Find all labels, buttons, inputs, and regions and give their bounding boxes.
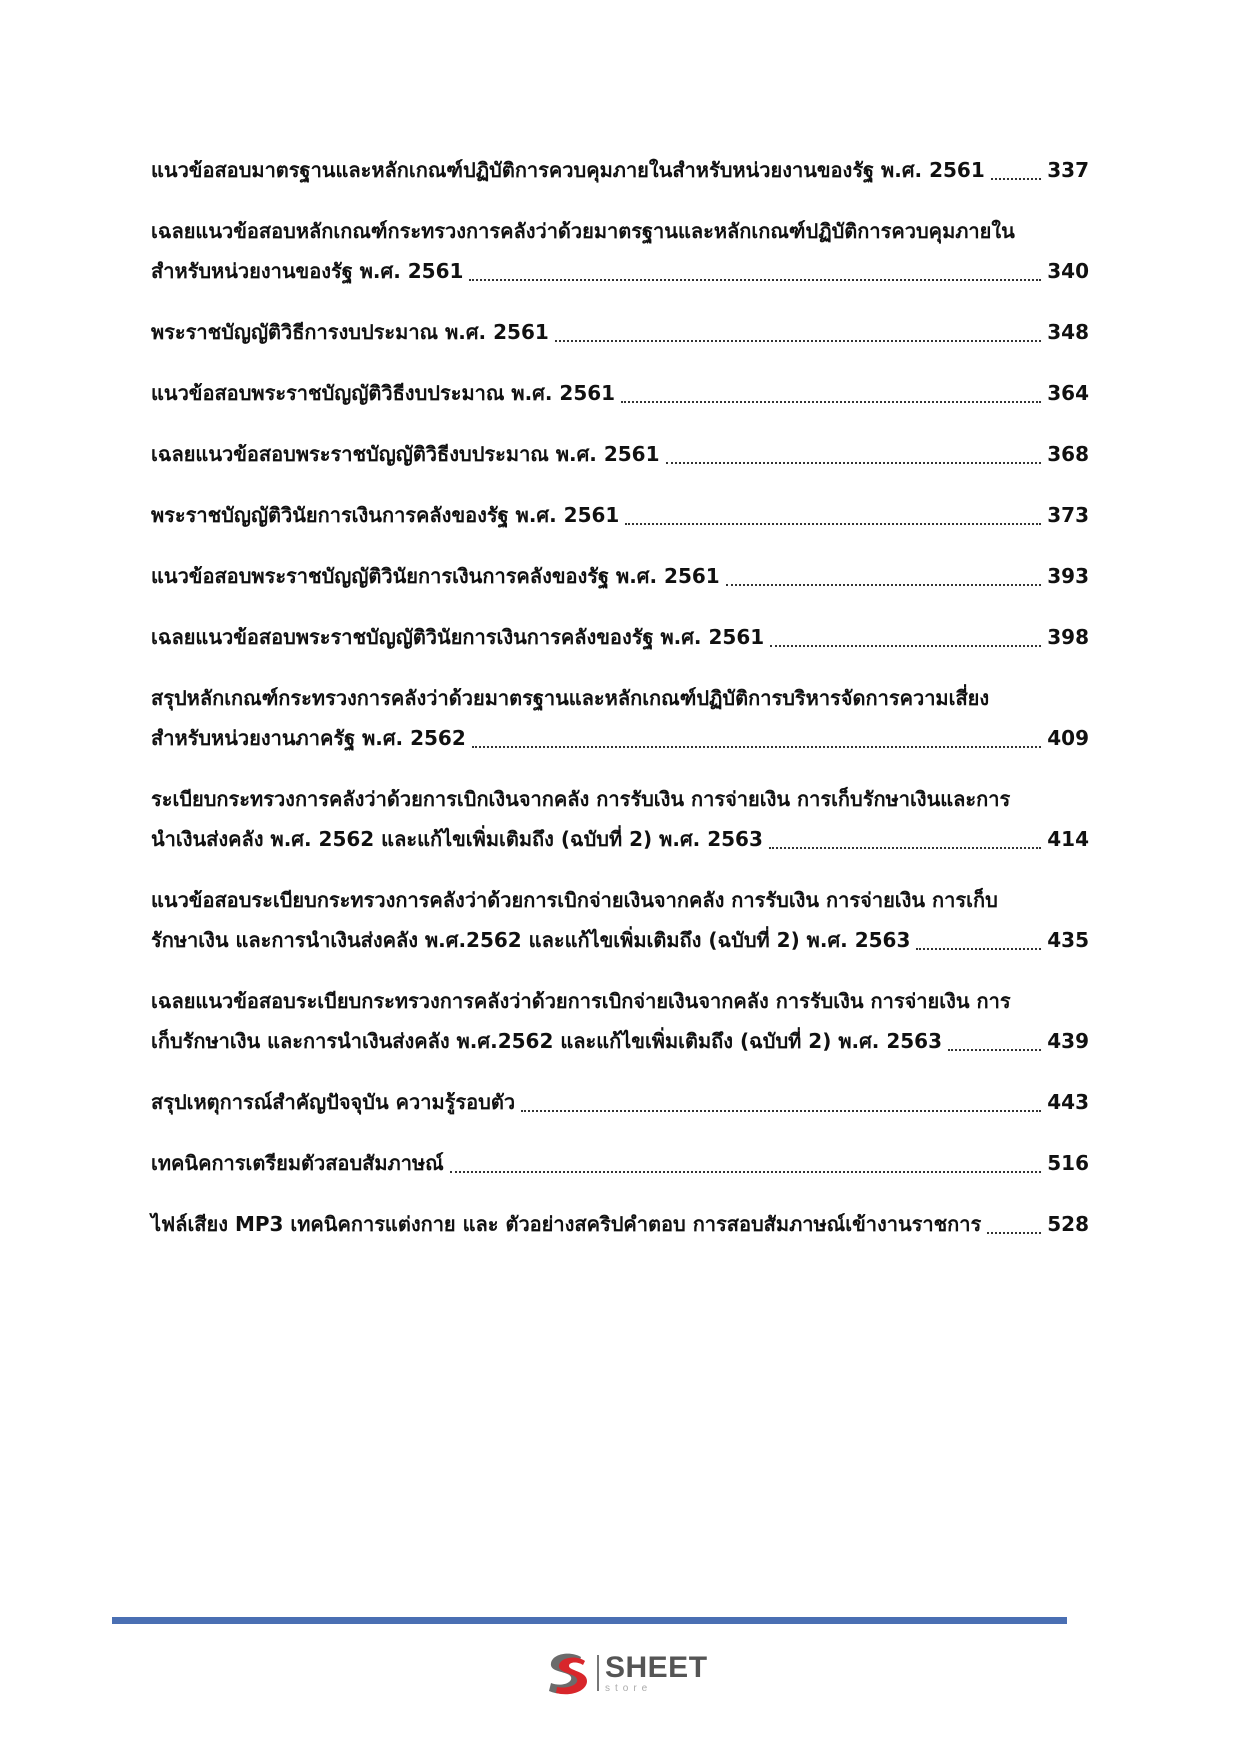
dot-leader — [991, 178, 1041, 180]
toc-entry-row — [151, 373, 1089, 413]
toc-page-number: 528 — [1047, 1212, 1089, 1236]
toc-entry-title-line: นำเงินส่งคลัง พ.ศ. 2562 และแก้ไขเพิ่มเติมถึง (ฉบับที่ 2) พ.ศ. 2563 — [151, 827, 763, 851]
toc-page-number: 398 — [1047, 625, 1089, 649]
toc-page-number: 364 — [1047, 381, 1089, 405]
toc-entry-row — [151, 718, 1089, 758]
dot-leader — [770, 645, 1041, 647]
toc-entry-title-line: เฉลยแนวข้อสอบพระราชบัญญัติวิธีงบประมาณ พ.ศ. 2561 — [151, 442, 660, 466]
toc-entry-title-line: แนวข้อสอบระเบียบกระทรวงการคลังว่าด้วยการเบิกจ่ายเงินจากคลัง การรับเงิน การจ่ายเงิน การเก็บ — [151, 888, 998, 912]
toc-page-number: 516 — [1047, 1151, 1089, 1175]
toc-entry-row — [151, 1143, 1089, 1183]
toc-entry-row — [151, 150, 1089, 190]
toc-page-number: 443 — [1047, 1090, 1089, 1114]
toc-entry-title-line: สรุปเหตุการณ์สำคัญปัจจุบัน ความรู้รอบตัว — [151, 1090, 516, 1114]
dot-leader — [555, 340, 1041, 342]
toc-entry — [151, 1204, 1089, 1244]
toc-entry — [151, 1143, 1089, 1183]
dot-leader — [987, 1232, 1041, 1234]
dot-leader — [916, 948, 1041, 950]
toc-page-number: 348 — [1047, 320, 1089, 344]
logo-word: SHEET — [605, 1650, 708, 1684]
toc-entry-row — [151, 920, 1089, 960]
dot-leader — [666, 462, 1042, 464]
logo-wordmark — [605, 1650, 708, 1694]
toc-entry-title-line: ไฟล์เสียง MP3 เทคนิคการแต่งกาย และ ตัวอย่างสคริปคำตอบ การสอบสัมภาษณ์เข้างานราชการ — [151, 1212, 982, 1236]
toc-entry-title-line: แนวข้อสอบพระราชบัญญัติวิธีงบประมาณ พ.ศ. 2561 — [151, 381, 616, 405]
toc-entry-row — [151, 1082, 1089, 1122]
toc-entry — [151, 1082, 1089, 1122]
toc-entry-title-line: เฉลยแนวข้อสอบระเบียบกระทรวงการคลังว่าด้วยการเบิกจ่ายเงินจากคลัง การรับเงิน การจ่ายเงิน การ — [151, 989, 1011, 1013]
toc-entry-row — [151, 434, 1089, 474]
dot-leader — [769, 847, 1041, 849]
toc-entry-row — [151, 251, 1089, 291]
toc-entry — [151, 678, 1089, 758]
toc-entry — [151, 779, 1089, 859]
toc-entry-title-line: เทคนิคการเตรียมตัวสอบสัมภาษณ์ — [151, 1151, 444, 1175]
toc-entry — [151, 373, 1089, 413]
toc-page-number: 435 — [1047, 928, 1089, 952]
sheet-store-s-icon — [541, 1647, 593, 1699]
toc-entry-title-line: เฉลยแนวข้อสอบพระราชบัญญัติวินัยการเงินการคลังของรัฐ พ.ศ. 2561 — [151, 625, 765, 649]
toc-page-number: 414 — [1047, 827, 1089, 851]
toc-entry-row — [151, 495, 1089, 535]
toc-entry — [151, 312, 1089, 352]
toc-page-number: 439 — [1047, 1029, 1089, 1053]
toc-page-number: 337 — [1047, 158, 1089, 182]
logo-separator — [597, 1655, 599, 1691]
toc-entry-row — [151, 312, 1089, 352]
toc-entry-title-line: สำหรับหน่วยงานของรัฐ พ.ศ. 2561 — [151, 259, 464, 283]
toc-entry-title-line: พระราชบัญญัติวินัยการเงินการคลังของรัฐ พ.ศ. 2561 — [151, 503, 620, 527]
toc-page-number: 373 — [1047, 503, 1089, 527]
dot-leader — [472, 746, 1041, 748]
toc-entry-title-line: ระเบียบกระทรวงการคลังว่าด้วยการเบิกเงินจากคลัง การรับเงิน การจ่ายเงิน การเก็บรักษาเงินและการ — [151, 787, 1011, 811]
toc-entry — [151, 434, 1089, 474]
toc-page-number: 340 — [1047, 259, 1089, 283]
dot-leader — [521, 1110, 1041, 1112]
toc-entry-title-line: รักษาเงิน และการนำเงินส่งคลัง พ.ศ.2562 และแก้ไขเพิ่มเติมถึง (ฉบับที่ 2) พ.ศ. 2563 — [151, 928, 911, 952]
toc-entry-title-line: แนวข้อสอบมาตรฐานและหลักเกณฑ์ปฏิบัติการควบคุมภายในสำหรับหน่วยงานของรัฐ พ.ศ. 2561 — [151, 158, 985, 182]
toc-page-number: 409 — [1047, 726, 1089, 750]
footer-divider — [112, 1617, 1067, 1624]
dot-leader — [469, 279, 1041, 281]
toc-entry — [151, 880, 1089, 960]
toc-entry-row — [151, 556, 1089, 596]
toc-entry-title-line: แนวข้อสอบพระราชบัญญัติวินัยการเงินการคลังของรัฐ พ.ศ. 2561 — [151, 564, 720, 588]
dot-leader — [625, 523, 1041, 525]
toc-entry — [151, 211, 1089, 291]
toc-entry-title-line: พระราชบัญญัติวิธีการงบประมาณ พ.ศ. 2561 — [151, 320, 549, 344]
logo-subword: store — [605, 1682, 653, 1694]
toc-entry — [151, 150, 1089, 190]
toc-entry — [151, 981, 1089, 1061]
toc-entry-title-line: สรุปหลักเกณฑ์กระทรวงการคลังว่าด้วยมาตรฐานและหลักเกณฑ์ปฏิบัติการบริหารจัดการความเสี่ยง — [151, 686, 990, 710]
sheet-store-logo — [541, 1647, 708, 1699]
dot-leader — [621, 401, 1041, 403]
toc-page-number: 393 — [1047, 564, 1089, 588]
table-of-contents — [151, 150, 1089, 1265]
toc-entry-title-line: สำหรับหน่วยงานภาครัฐ พ.ศ. 2562 — [151, 726, 466, 750]
dot-leader — [450, 1171, 1042, 1173]
toc-entry-row — [151, 819, 1089, 859]
dot-leader — [726, 584, 1042, 586]
toc-entry — [151, 617, 1089, 657]
toc-entry — [151, 556, 1089, 596]
toc-entry-title-line: เก็บรักษาเงิน และการนำเงินส่งคลัง พ.ศ.2562 และแก้ไขเพิ่มเติมถึง (ฉบับที่ 2) พ.ศ. 2563 — [151, 1029, 943, 1053]
toc-entry — [151, 495, 1089, 535]
toc-page-number: 368 — [1047, 442, 1089, 466]
toc-entry-row — [151, 1204, 1089, 1244]
toc-entry-title-line: เฉลยแนวข้อสอบหลักเกณฑ์กระทรวงการคลังว่าด้วยมาตรฐานและหลักเกณฑ์ปฏิบัติการควบคุมภายใน — [151, 219, 1015, 243]
dot-leader — [948, 1049, 1041, 1051]
toc-entry-row — [151, 1021, 1089, 1061]
toc-entry-row — [151, 617, 1089, 657]
